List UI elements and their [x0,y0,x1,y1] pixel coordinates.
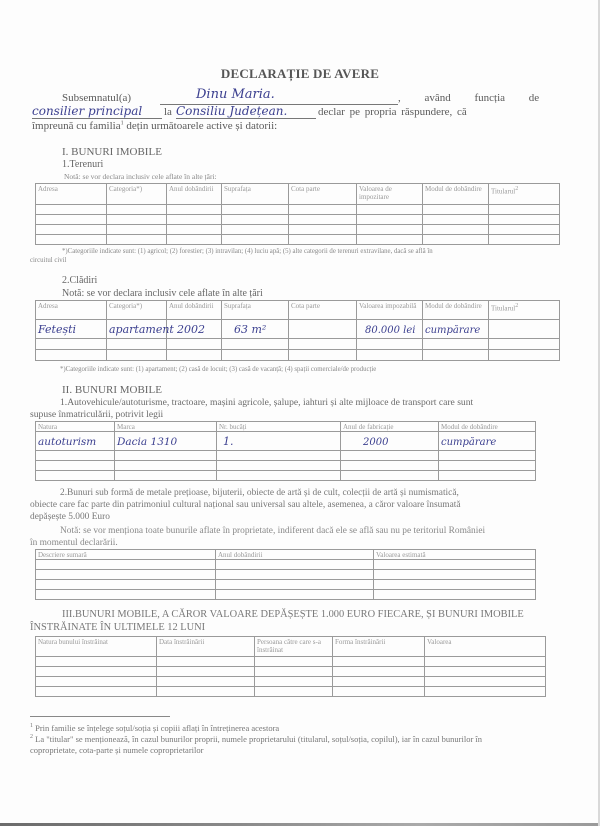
cell[interactable] [36,451,115,461]
footnote-ref-1: 1 [120,120,124,127]
cell[interactable] [425,667,546,677]
cell[interactable] [222,225,289,235]
footnote-2-mark: 2 [30,734,33,741]
cell[interactable] [289,339,357,350]
metale-text-3: depășește 5.000 Euro [30,512,110,522]
cell[interactable] [439,451,536,461]
cell[interactable] [107,215,167,225]
col-forma: Forma înstrăinării [333,637,425,657]
col-modul: Modul de dobândire [423,184,489,205]
cell[interactable] [217,432,341,451]
cell[interactable] [357,235,423,245]
cell[interactable] [357,215,423,225]
cladiri-note: Notă: se vor declara inclusiv cele aflate în alte țări [62,288,263,299]
subsemnatul-label: Subsemnatul(a) [62,92,132,104]
institution-field[interactable]: Consiliu Județean. [176,104,316,119]
name-field[interactable] [160,87,398,105]
cell[interactable] [157,687,255,697]
col-cota: Cota parte [289,301,357,320]
col-titular [489,184,560,205]
cell[interactable] [423,235,489,245]
cell[interactable] [489,235,560,245]
col-modul: Modul de dobândire [439,422,536,432]
cell[interactable] [374,560,536,570]
cell[interactable] [36,687,157,697]
cell[interactable] [115,451,217,461]
cell[interactable] [357,350,423,361]
avand-label: , având funcția de [398,92,540,104]
footnote-ref-2: 2 [515,303,519,309]
col-valoarea: Valoarea [425,637,546,657]
cell[interactable] [167,339,222,350]
section3-heading-2: ÎNSTRĂINATE ÎN ULTIMELE 12 LUNI [30,622,206,633]
cladire-adresa: Fetești [38,323,77,336]
cell[interactable] [36,339,107,350]
col-descriere: Descriere sumară [36,550,216,560]
cladire-anul: 2002 [177,323,205,336]
col-natura: Natura [36,422,115,432]
cladiri-table [35,300,560,361]
section3-heading-1: III.BUNURI MOBILE, A CĂROR VALOARE DEPĂȘEȘTE 1.000 EURO FIECARE, ȘI BUNURI IMOBILE [62,609,524,620]
footnote-separator [30,716,170,717]
metale-table [35,549,536,600]
footnote-2-text-1: La "titular" se menționează, în cazul bunurilor proprii, numele proprietarului (titularul, soțul/soția, copilul), iar în cazul bunurilor în [35,734,483,744]
section1-heading: I. BUNURI IMOBILE [62,146,162,158]
auto-marca: Dacia 1310 [117,436,178,448]
table-header-row [36,301,560,320]
table-row [36,570,536,580]
cell[interactable] [107,350,167,361]
cell[interactable] [341,432,439,451]
cell[interactable] [341,461,439,471]
footnote-1-text: Prin familie se înțelege soțul/soția și copiii aflați în întreținerea acestora [35,723,280,733]
cell[interactable] [374,590,536,600]
col-data: Data înstrăinării [157,637,255,657]
col-persoana: Persoana către care s-a înstrăinat [255,637,333,657]
table-row [36,687,546,697]
cell[interactable] [222,339,289,350]
cell[interactable] [374,580,536,590]
declar-label: declar pe propria răspundere, că [318,106,467,118]
cell[interactable] [439,461,536,471]
table-row [36,451,536,461]
table-header-row [36,637,546,657]
cell[interactable] [216,570,374,580]
cell[interactable] [341,451,439,461]
cell[interactable] [36,580,216,590]
cell[interactable] [425,687,546,697]
col-anul: Anul dobândirii [216,550,374,560]
cell[interactable] [289,350,357,361]
cell[interactable] [115,461,217,471]
cell[interactable] [36,677,157,687]
cell[interactable] [425,677,546,687]
cell[interactable] [157,657,255,667]
col-suprafata: Suprafața [222,184,289,205]
cell[interactable] [439,471,536,481]
cell[interactable] [357,225,423,235]
cell[interactable] [255,677,333,687]
metale-text-2: obiecte care fac parte din patrimoniul cultural național sau universal sau altele, asemenea, a căror valoare însumată [30,500,461,510]
col-natura: Natura bunului înstrăinat [36,637,157,657]
cell[interactable] [222,215,289,225]
cell[interactable] [333,657,425,667]
table-row [36,471,536,481]
cell[interactable] [222,235,289,245]
cell[interactable] [216,580,374,590]
table-header-row [36,184,560,205]
cell[interactable] [489,225,560,235]
function-field[interactable]: consilier principal [32,104,162,119]
cell[interactable] [489,215,560,225]
table-row [36,350,560,361]
footnote-1 [30,723,279,733]
cell[interactable] [157,677,255,687]
auto-table [35,421,536,481]
table-header-row [36,550,536,560]
cell[interactable] [167,205,222,215]
cell[interactable] [222,205,289,215]
col-adresa: Adresa [36,184,107,205]
col-titular-label: Titularul [491,304,516,313]
table-row [36,667,546,677]
cell[interactable] [217,471,341,481]
col-nr-bucati: Nr. bucăți [217,422,341,432]
cell[interactable] [107,205,167,215]
cladiri-heading: 2.Clădiri [62,275,98,286]
cell[interactable] [289,205,357,215]
cell[interactable] [107,339,167,350]
terenuri-footnote-1: *)Categoriile indicate sunt: (1) agricol; (2) forestier; (3) intravilan; (4) luciu apă; (5) alte categorii de terenuri extravilane, dacă se află în [62,248,433,255]
col-anul: Anul dobândirii [167,184,222,205]
cell[interactable] [157,667,255,677]
cell[interactable] [341,471,439,481]
cell[interactable] [489,320,560,339]
cell[interactable] [255,667,333,677]
cell[interactable] [36,657,157,667]
table-row [36,461,536,471]
metale-text-1: 2.Bunuri sub formă de metale prețioase, bijuterii, obiecte de artă și de cult, colecții de artă și numismatică, [60,488,459,498]
cladire-categoria: apartament [109,323,174,336]
col-suprafata: Suprafața [222,301,289,320]
col-cota: Cota parte [289,184,357,205]
cell[interactable] [36,235,107,245]
cell[interactable] [489,339,560,350]
col-adresa: Adresa [36,301,107,320]
col-categoria: Categoria*) [107,301,167,320]
table-row [36,339,560,350]
table-row [36,235,560,245]
cell[interactable] [255,657,333,667]
footnote-2 [30,734,482,744]
cell[interactable] [167,225,222,235]
col-valoarea: Valoarea de impozitare [357,184,423,205]
cell[interactable] [333,687,425,697]
cell[interactable] [289,215,357,225]
section2-heading: II. BUNURI MOBILE [62,384,162,396]
footnote-1-mark: 1 [30,723,33,730]
table-row [36,677,546,687]
cell[interactable] [216,560,374,570]
cell[interactable] [423,225,489,235]
cell[interactable] [36,570,216,580]
cell[interactable] [217,451,341,461]
table-row [36,215,560,225]
table-row [36,205,560,215]
cell[interactable] [36,560,216,570]
table-row [36,432,536,451]
cell[interactable] [357,320,423,339]
cell[interactable] [36,215,107,225]
cell[interactable] [489,205,560,215]
cell[interactable] [357,339,423,350]
col-valoarea: Valoarea impozabilă [357,301,423,320]
intro-line3 [32,120,277,132]
cell[interactable] [222,320,289,339]
cell[interactable] [423,205,489,215]
cell[interactable] [423,350,489,361]
auto-anul: 2000 [363,437,389,448]
col-modul: Modul de dobândire [423,301,489,320]
col-valoarea: Valoarea estimată [374,550,536,560]
intro-line3-rest: dețin următoarele active și datorii: [126,120,278,132]
col-categoria: Categoria*) [107,184,167,205]
terenuri-heading: 1.Terenuri [62,159,104,170]
table-row [36,225,560,235]
cell[interactable] [357,205,423,215]
cell[interactable] [489,350,560,361]
cell[interactable] [36,590,216,600]
cell[interactable] [289,320,357,339]
cell[interactable] [216,590,374,600]
cell[interactable] [36,205,107,215]
cladire-suprafata: 63 m² [234,323,267,336]
auto-nr: 1. [223,435,234,448]
auto-text-1: 1.Autovehicule/autoturisme, tractoare, mașini agricole, șalupe, iahturi și alte mijloace de transport care sunt [60,397,474,408]
instrainate-table [35,636,546,697]
cell[interactable] [439,432,536,451]
cell[interactable] [167,215,222,225]
cell[interactable] [423,215,489,225]
cell[interactable] [167,235,222,245]
col-titular [489,301,560,320]
cell[interactable] [36,320,107,339]
terenuri-note: Notă: se vor declara inclusiv cele aflate în alte țări: [64,172,217,181]
cell[interactable] [423,339,489,350]
metale-note-2: în momentul declarării. [30,538,118,548]
cell[interactable] [255,687,333,697]
cell[interactable] [289,225,357,235]
table-row [36,560,536,570]
terenuri-table [35,183,560,245]
cell[interactable] [167,320,222,339]
table-row [36,590,536,600]
auto-modul: cumpărare [441,437,497,448]
cladiri-footnote: *)Categoriile indicate sunt: (1) apartament; (2) casă de locuit; (3) casă de vacanță; (4) spații comerciale/de producție [60,366,377,373]
table-header-row [36,422,536,432]
col-titular-label: Titularul [491,187,516,196]
cell[interactable] [222,350,289,361]
cell[interactable] [115,471,217,481]
la-label: la [164,106,172,118]
footnote-ref-2: 2 [515,186,519,192]
metale-note-1: Notă: se vor menționa toate bunurile aflate în proprietate, indiferent dacă ele se află sau nu pe teritoriul României [60,526,486,536]
cell[interactable] [107,235,167,245]
cell[interactable] [107,320,174,339]
terenuri-footnote-2: circuitul civil [30,257,67,264]
table-row [36,320,560,339]
col-marca: Marca [115,422,217,432]
cell[interactable] [333,677,425,687]
auto-text-2: supuse înmatriculării, potrivit legii [30,409,164,420]
cell[interactable] [423,320,489,339]
cell[interactable] [36,471,115,481]
name-value: Dinu Maria. [196,87,275,102]
footnote-2-text-2: coproprietate, cota-parte și numele coproprietarilor [30,745,204,755]
cell[interactable] [107,225,167,235]
col-anul-fabricatie: Anul de fabricație [341,422,439,432]
intro-line3-start: împreună cu familia [32,120,121,132]
cell[interactable] [36,225,107,235]
cell[interactable] [333,667,425,677]
cell[interactable] [374,570,536,580]
table-row [36,657,546,667]
cladire-modul: cumpărare [425,325,481,336]
cell[interactable] [289,235,357,245]
cell[interactable] [167,350,222,361]
cladire-valoarea: 80.000 lei [365,325,416,336]
cell[interactable] [425,657,546,667]
auto-natura: autoturism [38,436,97,448]
cell[interactable] [36,350,107,361]
table-row [36,580,536,590]
cell[interactable] [115,432,217,451]
cell[interactable] [36,667,157,677]
col-anul: Anul dobândirii [167,301,222,320]
cell[interactable] [36,461,115,471]
document-title: DECLARAȚIE DE AVERE [220,66,380,81]
cell[interactable] [217,461,341,471]
cell[interactable] [36,432,115,451]
